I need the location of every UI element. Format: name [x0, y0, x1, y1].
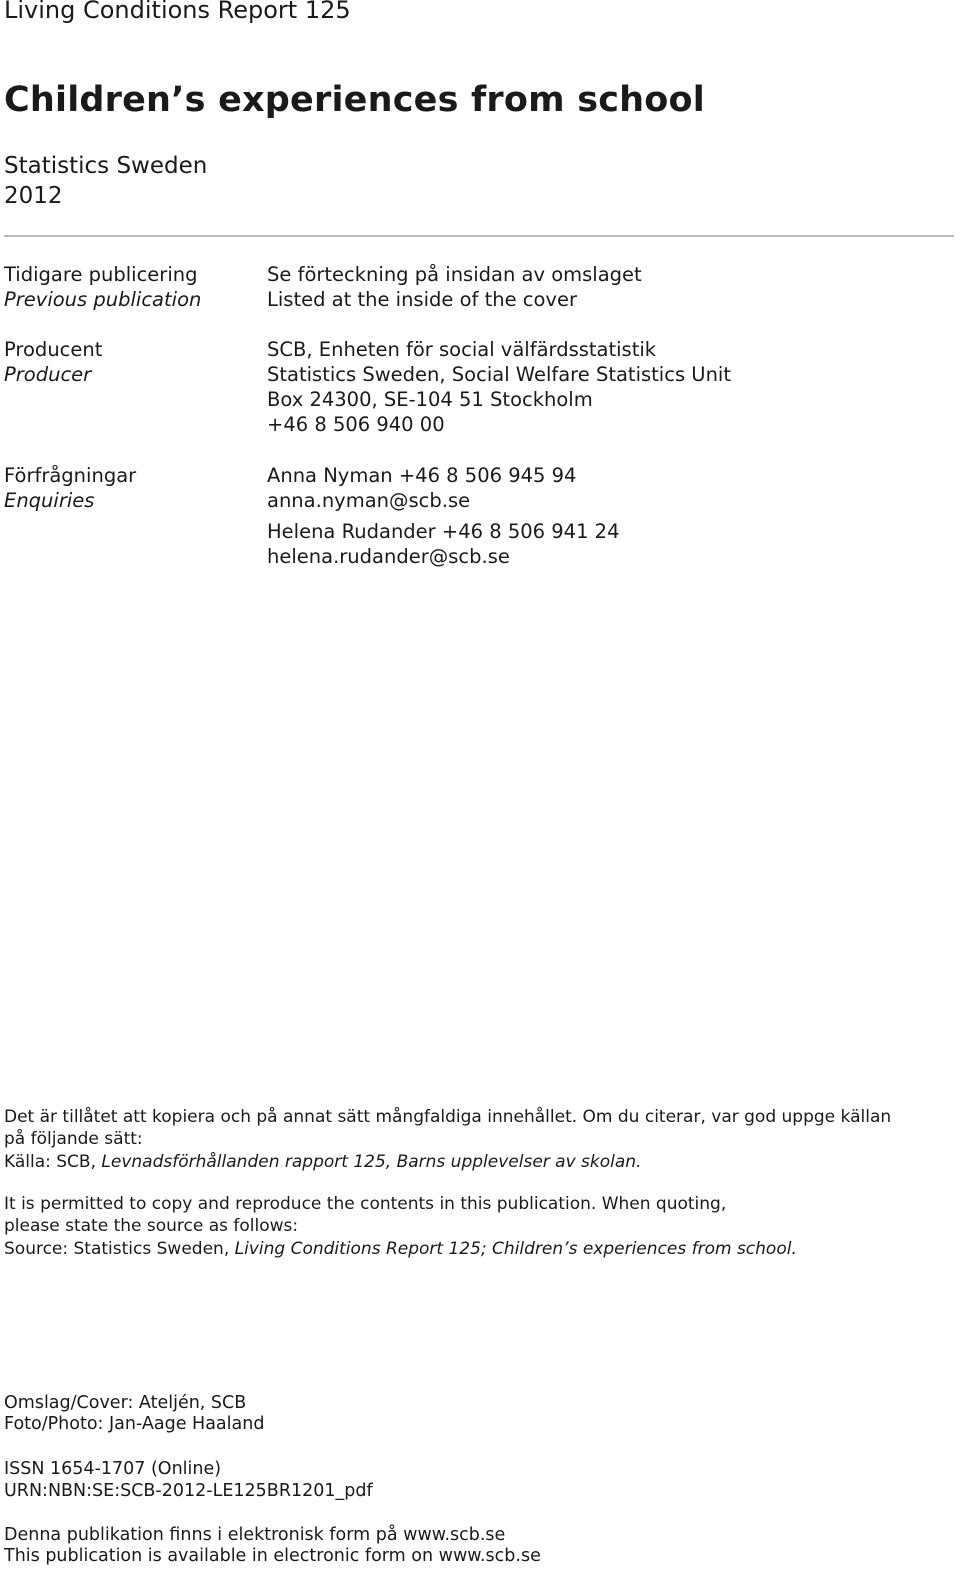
producer-line: Statistics Sweden, Social Welfare Statistics Unit	[267, 363, 731, 386]
previous-publication-label-en: Previous publication	[4, 288, 202, 311]
producer-line: Box 24300, SE-104 51 Stockholm	[267, 388, 593, 411]
cover-credit: Omslag/Cover: Ateljén, SCB	[4, 1393, 247, 1413]
source-title: Living Conditions Report 125; Children’s experiences from school.	[234, 1239, 797, 1259]
source-prefix: Källa: SCB,	[4, 1152, 102, 1172]
page-title: Children’s experiences from school	[4, 80, 705, 120]
copyright-en-source	[4, 1238, 797, 1260]
copyright-en-line: please state the source as follows:	[4, 1216, 299, 1236]
producer-line: SCB, Enheten för social välfärdsstatistik	[267, 338, 657, 361]
enquiries-label-sv: Förfrågningar	[4, 464, 137, 487]
enquiries-label-en: Enquiries	[4, 489, 95, 512]
copyright-en-line: It is permitted to copy and reproduce the contents in this publication. When quoting,	[4, 1194, 727, 1214]
copyright-sv-source	[4, 1151, 641, 1173]
publication-year: 2012	[4, 183, 63, 209]
producer-phone: +46 8 506 940 00	[267, 413, 445, 436]
issn: ISSN 1654-1707 (Online)	[4, 1459, 222, 1479]
availability-en: This publication is available in electronic form on www.scb.se	[4, 1546, 541, 1566]
previous-publication-line: Listed at the inside of the cover	[267, 288, 577, 311]
producer-label-sv: Producent	[4, 338, 103, 361]
contact-email[interactable]: helena.rudander@scb.se	[267, 545, 510, 568]
contact-name-phone: Anna Nyman +46 8 506 945 94	[267, 464, 577, 487]
source-prefix: Source: Statistics Sweden,	[4, 1239, 235, 1259]
previous-publication-label-sv: Tidigare publicering	[4, 263, 198, 286]
producer-label-en: Producer	[4, 363, 92, 386]
previous-publication-line: Se förteckning på insidan av omslaget	[267, 263, 642, 286]
header-divider	[4, 235, 954, 237]
publisher-name: Statistics Sweden	[4, 153, 208, 179]
contact-email[interactable]: anna.nyman@scb.se	[267, 489, 471, 512]
copyright-sv-line: på följande sätt:	[4, 1129, 143, 1149]
contact-name-phone: Helena Rudander +46 8 506 941 24	[267, 520, 620, 543]
copyright-sv-line: Det är tillåtet att kopiera och på annat sätt mångfaldiga innehållet. Om du citerar, var god uppge källan	[4, 1107, 892, 1127]
availability-sv: Denna publikation finns i elektronisk form på www.scb.se	[4, 1525, 506, 1545]
report-series: Living Conditions Report 125	[4, 0, 351, 24]
urn: URN:NBN:SE:SCB-2012-LE125BR1201_pdf	[4, 1481, 373, 1501]
source-title: Levnadsförhållanden rapport 125, Barns upplevelser av skolan.	[101, 1152, 642, 1172]
photo-credit: Foto/Photo: Jan-Aage Haaland	[4, 1414, 265, 1434]
